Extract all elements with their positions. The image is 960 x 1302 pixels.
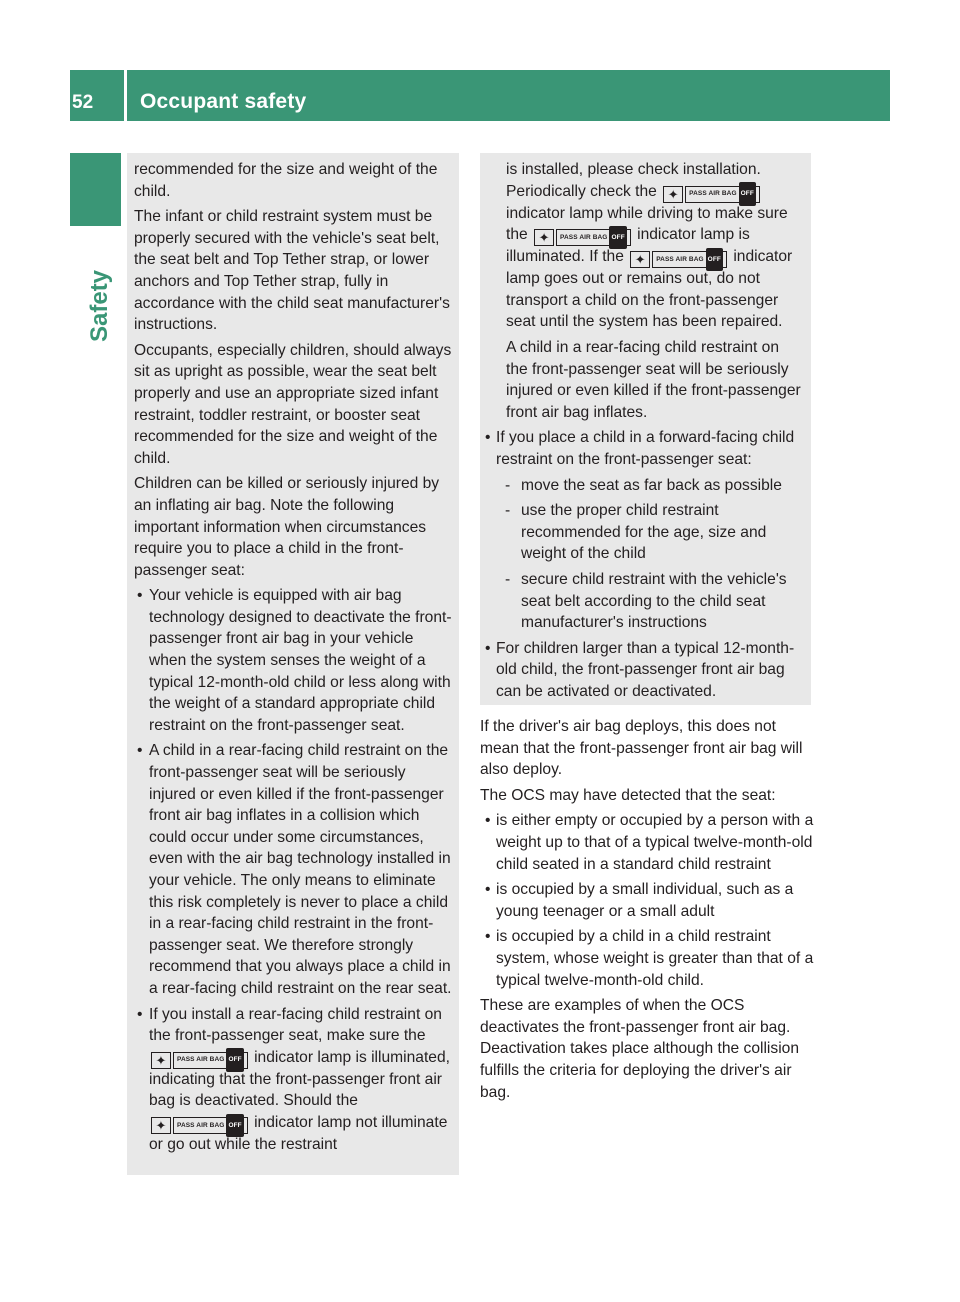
indicator-tag [173,1052,248,1069]
indicator-off-text: OFF [609,226,626,250]
paragraph: Occupants, especially children, should always sit as upright as possible, wear the seat belt properly and use an appropriate sized infant restraint, toddler restraint, or booster seat recommended for the size and weight of the child. [134,341,452,467]
pass-air-bag-off-indicator-icon [630,251,727,268]
paragraph: The infant or child restraint system must be properly secured with the vehicle's seat belt, the seat belt and Top Tether strap, or lower anchors and Top Tether strap, fully in accordance with the child seat manufacturer's instructions. [134,208,450,334]
paragraph: If the driver's air bag deploys, this does not mean that the front-passenger front air bag will also deploy. [480,718,803,779]
paragraph: These are examples of when the OCS deactivates the front-passenger front air bag. Deactivation takes place although the collision fulfills the criteria for deploying the driver's air bag. [480,997,800,1101]
indicator-tag [556,229,631,246]
paragraph: The OCS may have detected that the seat: [480,786,776,804]
page-title: Occupant safety [140,90,307,113]
list-item: - secure child restraint with the vehicle's seat belt according to the child seat manufacturer's instructions [480,569,811,634]
indicator-off-text: OFF [739,182,756,206]
section-tab-block [70,153,121,226]
list-item: • For children larger than a typical 12-month-old child, the front-passenger front air bag can be activated or deactivated. [480,638,811,703]
section-label: Safety [86,269,113,342]
paragraph: A child in a rear-facing child restraint on the front-passenger seat will be seriously injured or even killed if the front-passenger front air bag inflates. [506,338,801,421]
child-seat-icon: ✦ [630,251,650,268]
paragraph: Children can be killed or seriously injured by an inflating air bag. Note the following important information when circumstances require you to place a child in the front-passenger seat: [134,475,440,579]
pass-air-bag-off-indicator-icon [151,1052,248,1069]
indicator-off-text: OFF [226,1048,243,1072]
indicator-tag-text: PASS AIR BAG [177,1056,225,1064]
child-seat-icon: ✦ [534,229,554,246]
list-item: • is occupied by a small individual, such as a young teenager or a small adult [480,879,816,922]
indicator-off-text: OFF [706,248,723,272]
paragraph [480,159,811,333]
child-seat-icon: ✦ [663,186,683,203]
list-item: - move the seat as far back as possible [480,475,811,497]
header-divider [124,70,127,121]
page-number: 52 [72,92,94,113]
text-span: If you install a rear-facing child restraint on the front-passenger seat, make sure the [149,1005,442,1045]
list-item: • Your vehicle is equipped with air bag technology designed to deactivate the front-passenger front air bag in your vehicle when the system senses the weight of a typical 12-month-old child or less along with the weight of a standard appropriate child restraint on the front-passenger seat. [134,585,452,736]
text-span: is installed, please check installation. Periodically check the [506,161,761,200]
indicator-off-text: OFF [226,1114,243,1138]
main-text [480,716,816,1107]
paragraph: recommended for the size and weight of the child. [134,161,438,200]
list-item: • is occupied by a child in a child restraint system, whose weight is greater than that of a typical twelve-month-old child. [480,926,816,991]
indicator-tag-text: PASS AIR BAG [560,233,608,241]
indicator-tag-text: PASS AIR BAG [177,1121,225,1129]
text-span: indicator lamp not illuminate or go out while the restraint [149,1113,448,1153]
indicator-tag [173,1117,248,1134]
pass-air-bag-off-indicator-icon [151,1117,248,1134]
list-item: • A child in a rear-facing child restraint on the front-passenger seat will be seriously injured or even killed if the front-passenger front air bag inflates in a collision which could occur under some circumstances, even with the air bag technology installed in your vehicle. The only means to eliminate this risk completely is never to place a child in a rear-facing child restraint in the front-passenger seat. We therefore strongly recommend that you always place a child in a rear-facing child restraint on the rear seat. [134,740,452,999]
text-span: indicator lamp is illuminated, indicating that the front-passenger front air bag is deactivated. Should the [149,1048,450,1110]
indicator-tag-text: PASS AIR BAG [656,255,704,263]
indicator-tag [652,251,727,268]
left-warning-box [127,153,459,1175]
text-span: indicator lamp is illuminated. If the [506,226,750,266]
pass-air-bag-off-indicator-icon [534,229,631,246]
text-span: indicator lamp goes out or remains out, do not transport a child on the front-passenger seat until the system has been repaired. [506,248,793,331]
list-item: - use the proper child restraint recommended for the age, size and weight of the child [480,500,811,565]
child-seat-icon: ✦ [151,1052,171,1069]
list-item [134,1004,452,1156]
child-seat-icon: ✦ [151,1117,171,1134]
indicator-tag [685,186,760,203]
list-item: • is either empty or occupied by a person with a weight up to that of a typical twelve-month-old child seated in a standard child restraint [480,810,816,875]
text-span: indicator lamp while driving to make sure the [506,204,788,244]
indicator-tag-text: PASS AIR BAG [689,190,737,198]
pass-air-bag-off-indicator-icon [663,186,760,203]
right-warning-box [480,153,811,705]
list-item: • If you place a child in a forward-facing child restraint on the front-passenger seat: [480,427,811,470]
